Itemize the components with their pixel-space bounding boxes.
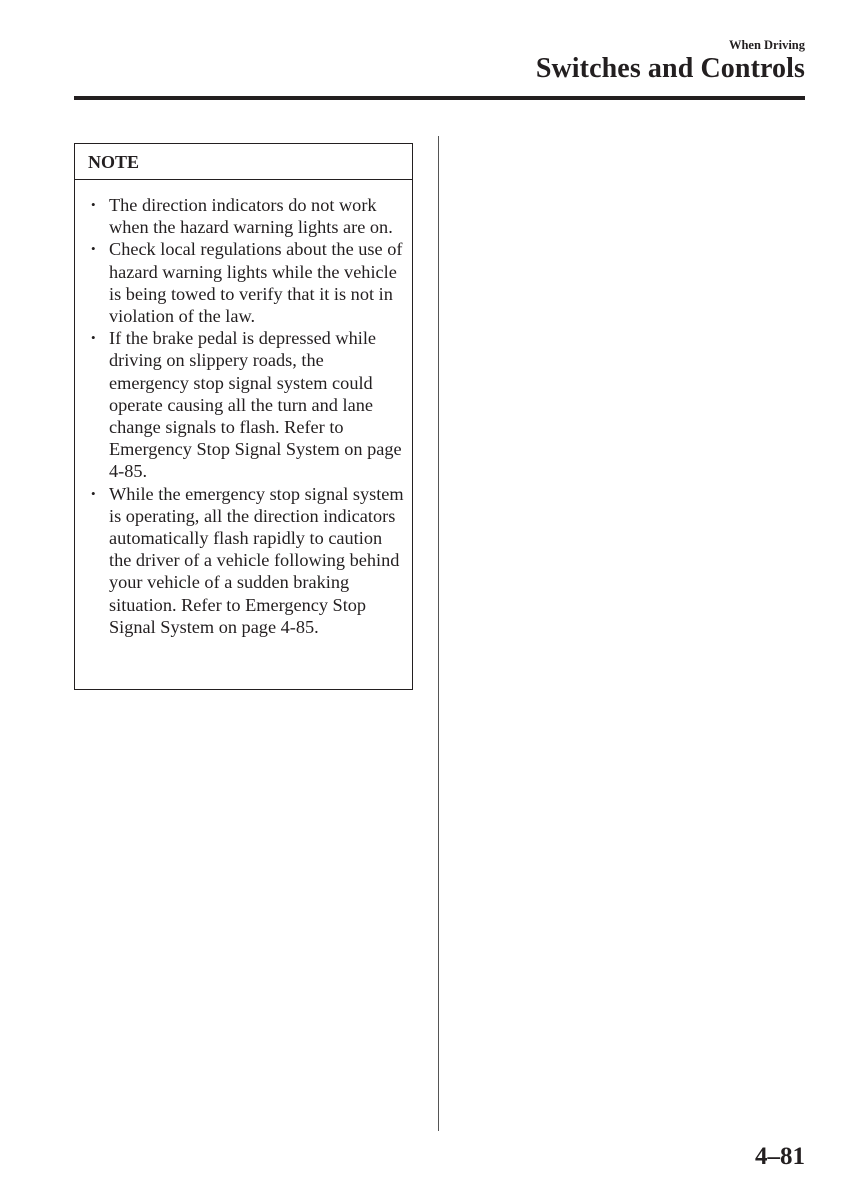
note-item — [91, 483, 406, 638]
note-heading: NOTE — [75, 144, 412, 180]
header-section-label: When Driving — [728, 38, 805, 52]
note-item — [91, 194, 406, 238]
bullet-icon: • — [91, 485, 96, 501]
column-divider — [438, 136, 439, 1131]
page-title: Switches and Controls — [535, 53, 805, 84]
note-item-text: The direction indicators do not work when the hazard warning lights are on. — [109, 195, 393, 238]
note-item-text: Check local regulations about the use of hazard warning lights while the vehicle is being towed to verify that it is not in violation of the law. — [109, 239, 403, 327]
note-box — [74, 143, 413, 690]
note-item — [91, 238, 406, 327]
note-item-text: If the brake pedal is depressed while driving on slippery roads, the emergency stop signal system could operate causing all the turn and lane change signals to flash. Refer to Emergency Stop Signal System on page 4-85. — [109, 328, 402, 482]
note-item — [91, 327, 406, 482]
bullet-icon: • — [91, 330, 96, 346]
note-list — [75, 180, 412, 638]
note-item-text: While the emergency stop signal system is operating, all the direction indicators automatically flash rapidly to caution the driver of a vehicle following behind your vehicle of a sudden braking situation. Refer to Emergency Stop Signal System on page 4-85. — [109, 483, 404, 637]
bullet-icon: • — [91, 241, 96, 257]
bullet-icon: • — [91, 197, 96, 212]
page-number: 4–81 — [755, 1143, 805, 1170]
header-rule — [74, 96, 805, 100]
